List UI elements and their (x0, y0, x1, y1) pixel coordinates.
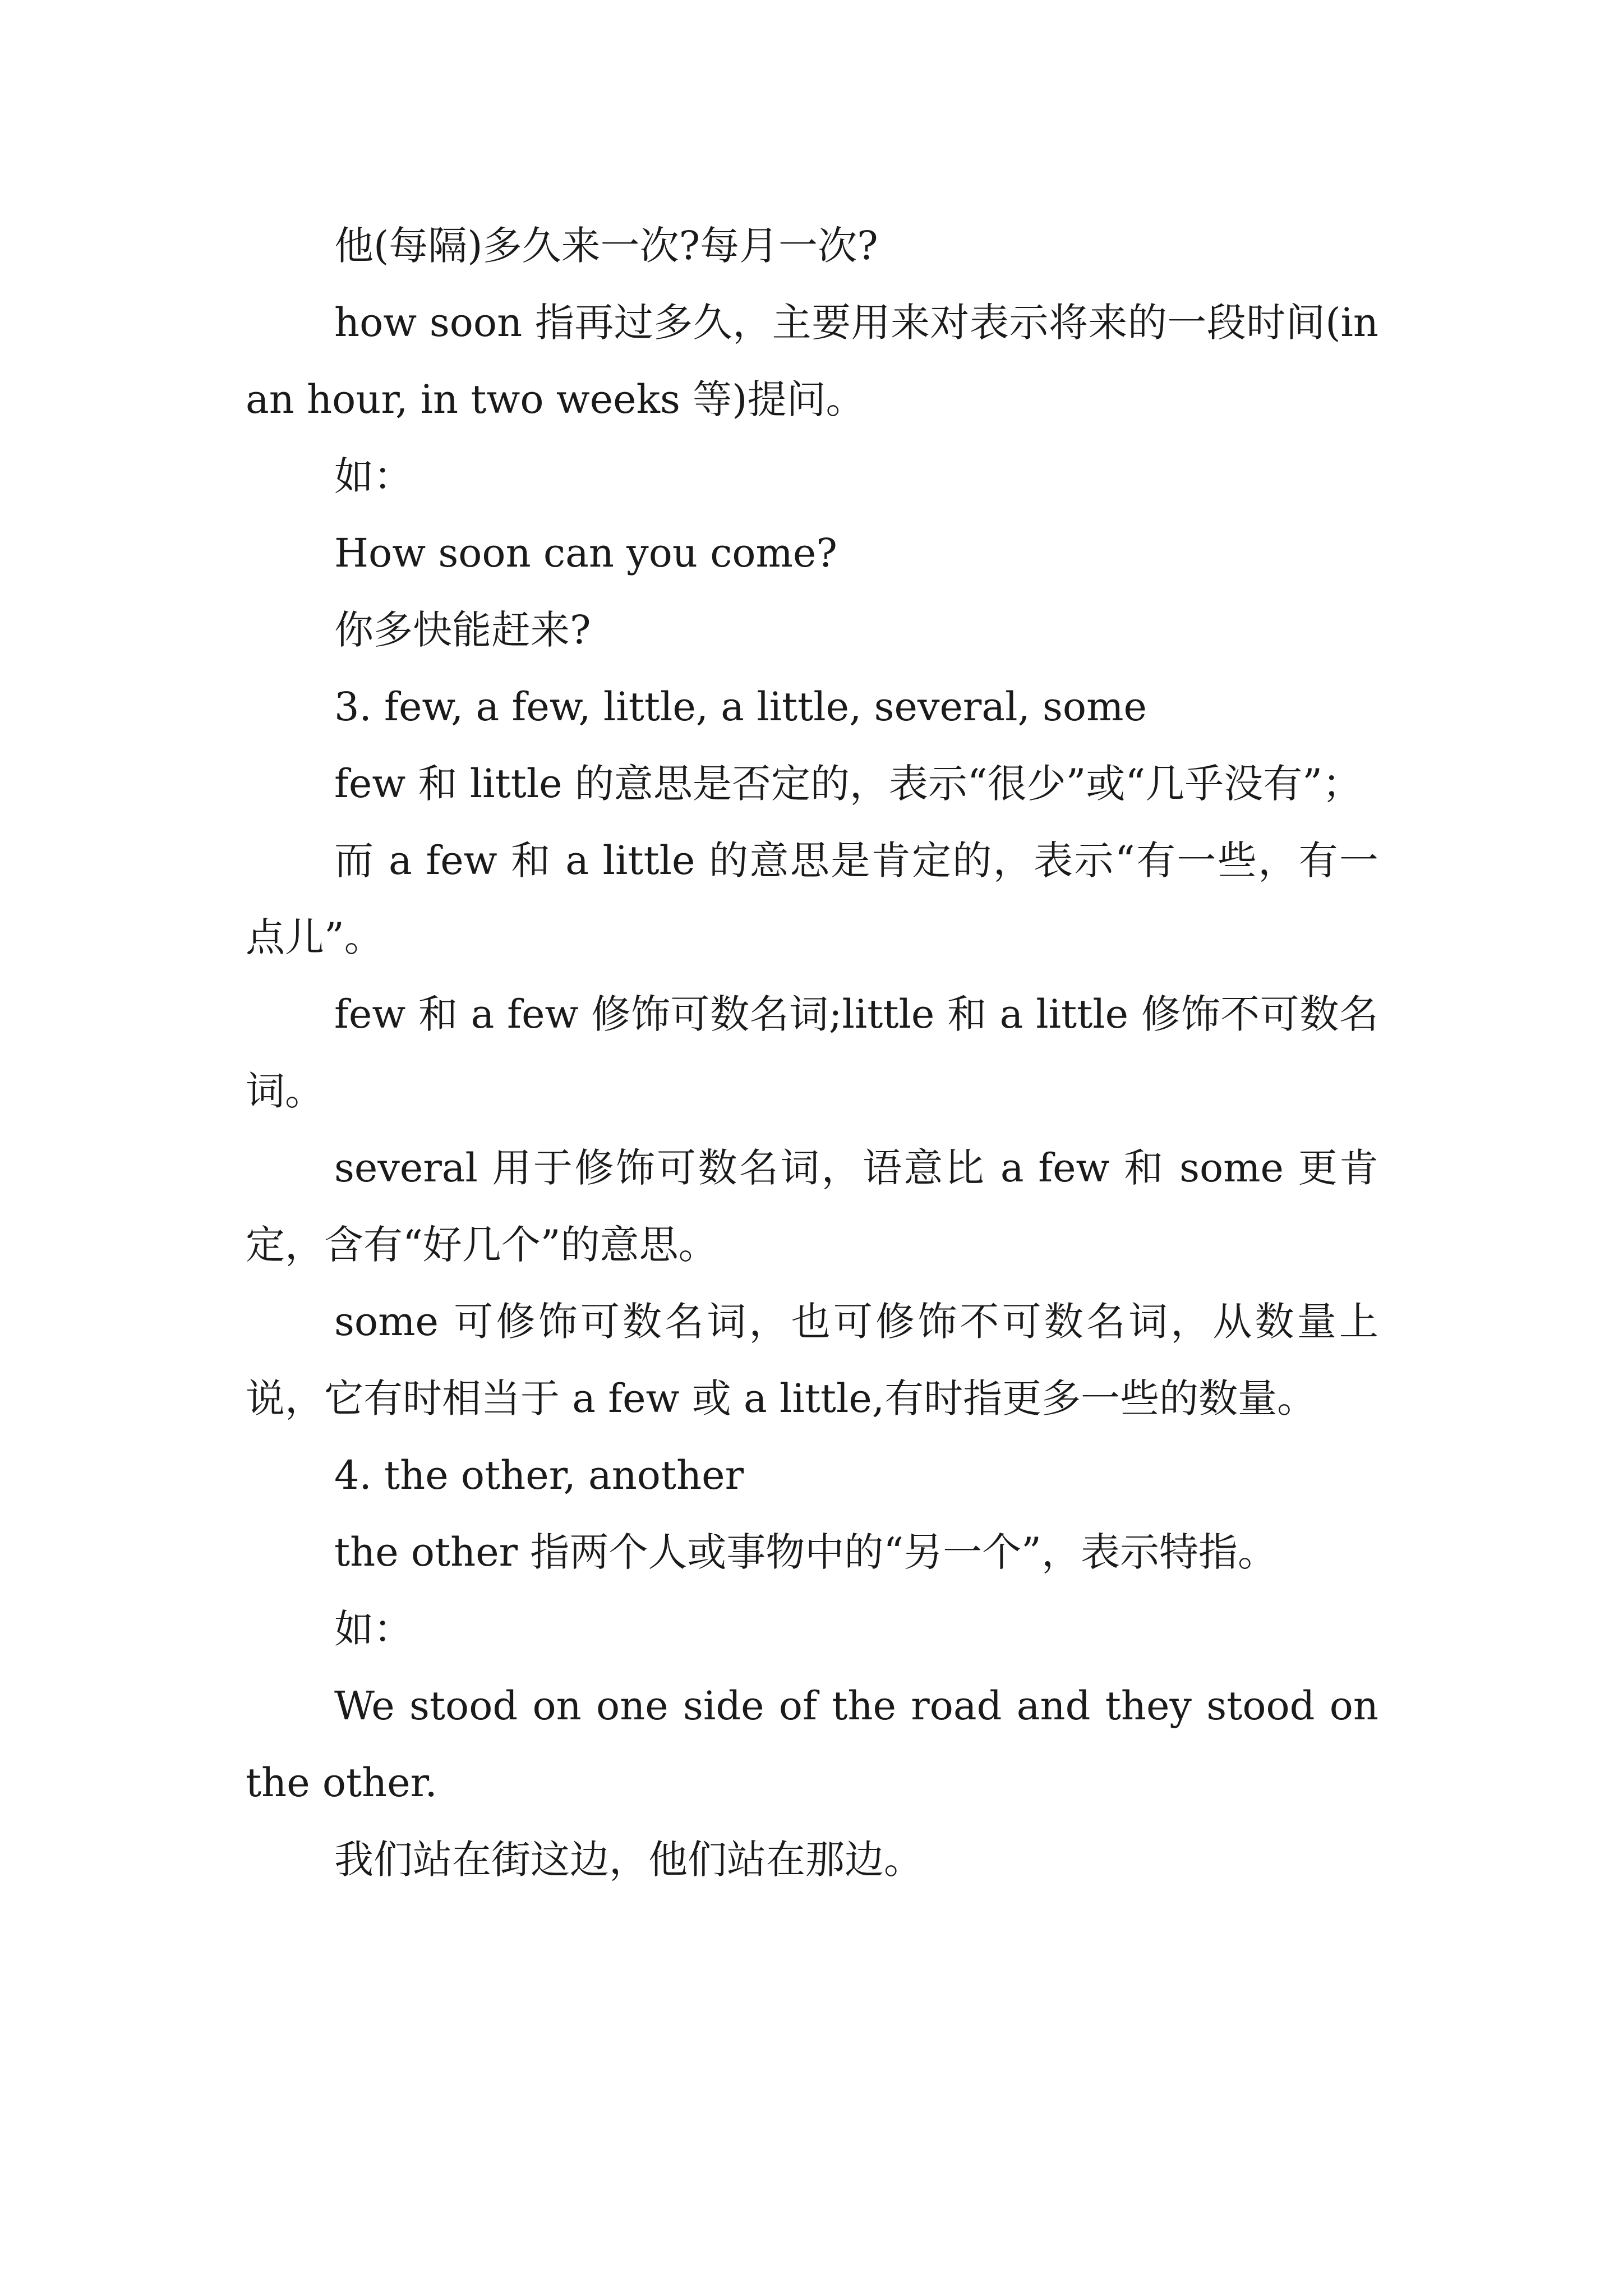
paragraph-example-translation: 你多快能赶来? (334, 607, 591, 653)
paragraph-example-sentence: How soon can you come? (334, 530, 837, 576)
paragraph-countable-uncountable: few 和 a few 修饰可数名词;little 和 a little 修饰不可数名词。 (246, 991, 1378, 1114)
paragraph-several: several 用于修饰可数名词，语意比 a few 和 some 更肯定，含有“好几个”的意思。 (246, 1145, 1378, 1268)
paragraph-few-little-negative: few 和 little 的意思是否定的，表示“很少”或“几乎没有”； (334, 761, 1362, 807)
paragraph-a-few-a-little-positive: 而 a few 和 a little 的意思是肯定的，表示“有一些，有一点儿”。 (246, 838, 1378, 960)
paragraph-question-translation: 他(每隔)多久来一次?每月一次? (334, 223, 878, 269)
paragraph-example-label: 如： (334, 453, 413, 499)
paragraph-example-label-2: 如： (334, 1606, 413, 1652)
paragraph-example-translation-2: 我们站在街这边，他们站在那边。 (334, 1837, 923, 1883)
paragraph-example-sentence-2: We stood on one side of the road and they stood on the other. (246, 1683, 1378, 1806)
section-heading-3: 3. few, a few, little, a little, several, some (334, 684, 1147, 730)
document-body (246, 208, 1378, 1898)
section-heading-4: 4. the other, another (334, 1452, 744, 1498)
paragraph-the-other-explanation: the other 指两个人或事物中的“另一个”，表示特指。 (334, 1529, 1277, 1575)
paragraph-some: some 可修饰可数名词，也可修饰不可数名词，从数量上说，它有时相当于 a few 或 a little,有时指更多一些的数量。 (246, 1299, 1378, 1421)
paragraph-how-soon-explanation: how soon 指再过多久，主要用来对表示将来的一段时间(in an hour, in two weeks 等)提问。 (246, 300, 1378, 422)
